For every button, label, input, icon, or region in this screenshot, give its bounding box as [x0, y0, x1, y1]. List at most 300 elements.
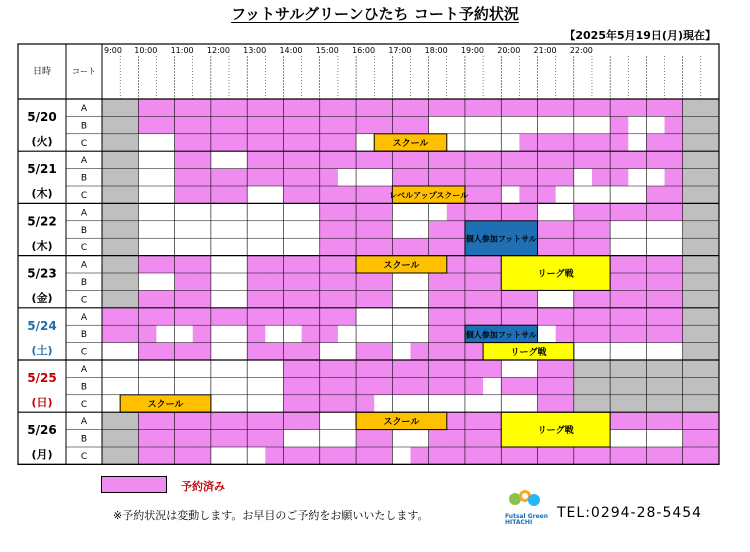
- slot-5-25-A-11: [302, 360, 320, 377]
- slot-5-25-A-1: [120, 360, 138, 377]
- slot-5-25-C-19: [447, 395, 465, 412]
- slot-5-20-A-0: [102, 99, 120, 116]
- slot-5-24-A-11: [302, 308, 320, 325]
- slot-5-22-A-9: [265, 203, 283, 220]
- header-court-label: コート: [72, 67, 96, 76]
- slot-5-22-B-25: [556, 221, 574, 238]
- time-label: 17:00: [388, 46, 412, 55]
- slot-5-22-B-31: [665, 221, 683, 238]
- slot-5-25-A-16: [392, 360, 410, 377]
- slot-5-20-A-28: [610, 99, 628, 116]
- slot-5-20-C-32: [683, 134, 701, 151]
- slot-5-26-A-10: [283, 412, 301, 429]
- slot-5-22-B-12: [320, 221, 338, 238]
- slot-5-20-A-2: [138, 99, 156, 116]
- slot-5-26-C-17: [411, 447, 429, 464]
- slot-5-21-A-4: [175, 151, 193, 168]
- slot-5-22-A-14: [356, 203, 374, 220]
- slot-5-21-A-8: [247, 151, 265, 168]
- slot-5-22-A-30: [646, 203, 664, 220]
- slot-5-20-B-11: [302, 116, 320, 133]
- day-date-label: 5/24: [27, 318, 57, 333]
- slot-5-25-B-15: [374, 377, 392, 394]
- slot-5-24-B-27: [592, 325, 610, 342]
- slot-5-25-A-24: [538, 360, 556, 377]
- court-label: C: [80, 138, 88, 149]
- slot-5-21-B-12: [320, 169, 338, 186]
- slot-5-24-A-33: [701, 308, 719, 325]
- slot-5-23-C-25: [556, 290, 574, 307]
- slot-5-26-B-28: [610, 430, 628, 447]
- slot-5-26-A-12: [320, 412, 338, 429]
- day-date-label: 5/22: [27, 214, 57, 229]
- slot-5-26-A-19: [447, 412, 465, 429]
- time-label: 10:00: [134, 46, 158, 55]
- logo-text: Futsal Green HITACHI: [505, 513, 548, 526]
- slot-5-26-B-14: [356, 430, 374, 447]
- slot-5-20-B-19: [447, 116, 465, 133]
- slot-5-21-A-9: [265, 151, 283, 168]
- slot-5-21-C-11: [302, 186, 320, 203]
- slot-5-22-B-27: [592, 221, 610, 238]
- slot-5-23-A-11: [302, 256, 320, 273]
- slot-5-21-A-32: [683, 151, 701, 168]
- slot-5-23-C-27: [592, 290, 610, 307]
- event-label: スクール: [392, 139, 429, 149]
- slot-5-23-B-13: [338, 273, 356, 290]
- slot-5-22-B-30: [646, 221, 664, 238]
- slot-5-23-A-20: [465, 256, 483, 273]
- slot-5-21-B-23: [519, 169, 537, 186]
- slot-5-24-A-30: [646, 308, 664, 325]
- slot-5-20-C-7: [229, 134, 247, 151]
- slot-5-24-A-3: [156, 308, 174, 325]
- slot-5-21-A-12: [320, 151, 338, 168]
- event-label: 個人参加フットサル: [465, 234, 537, 244]
- slot-5-21-B-29: [628, 169, 646, 186]
- slot-5-26-C-23: [519, 447, 537, 464]
- slot-5-21-A-26: [574, 151, 592, 168]
- slot-5-21-B-26: [574, 169, 592, 186]
- slot-5-25-A-20: [465, 360, 483, 377]
- slot-5-24-A-15: [374, 308, 392, 325]
- slot-5-26-C-21: [483, 447, 501, 464]
- slot-5-21-A-20: [465, 151, 483, 168]
- slot-5-26-C-4: [175, 447, 193, 464]
- event-label: リーグ戦: [537, 269, 574, 280]
- slot-5-21-B-27: [592, 169, 610, 186]
- slot-5-24-B-33: [701, 325, 719, 342]
- slot-5-24-B-15: [374, 325, 392, 342]
- slot-5-25-A-28: [610, 360, 628, 377]
- slot-5-26-B-7: [229, 430, 247, 447]
- slot-5-24-B-4: [175, 325, 193, 342]
- slot-5-26-A-5: [193, 412, 211, 429]
- slot-5-22-B-9: [265, 221, 283, 238]
- slot-5-21-A-25: [556, 151, 574, 168]
- slot-5-24-B-9: [265, 325, 283, 342]
- slot-5-26-B-10: [283, 430, 301, 447]
- slot-5-26-B-15: [374, 430, 392, 447]
- slot-5-22-B-8: [247, 221, 265, 238]
- time-label: 22:00: [569, 46, 593, 55]
- slot-5-25-C-11: [302, 395, 320, 412]
- telephone-number: TEL:0294-28-5454: [557, 505, 703, 521]
- slot-5-21-A-30: [646, 151, 664, 168]
- court-label: B: [80, 278, 88, 288]
- slot-5-21-B-3: [156, 169, 174, 186]
- slot-5-21-C-30: [646, 186, 664, 203]
- slot-5-24-C-28: [610, 343, 628, 360]
- slot-5-21-C-14: [356, 186, 374, 203]
- court-label: B: [80, 121, 88, 132]
- slot-5-22-A-19: [447, 203, 465, 220]
- slot-5-21-B-16: [392, 169, 410, 186]
- slot-5-25-B-22: [501, 377, 519, 394]
- slot-5-25-B-30: [646, 377, 664, 394]
- slot-5-26-A-1: [120, 412, 138, 429]
- slot-5-21-C-23: [519, 186, 537, 203]
- slot-5-25-B-0: [102, 377, 120, 394]
- slot-5-21-C-29: [628, 186, 646, 203]
- day-weekday-label: (日): [31, 396, 53, 409]
- slot-5-25-C-25: [556, 395, 574, 412]
- slot-5-21-C-5: [193, 186, 211, 203]
- slot-5-25-C-18: [429, 395, 447, 412]
- slot-5-22-C-1: [120, 238, 138, 255]
- legend-label-reserved: 予約済み: [181, 480, 225, 493]
- slot-5-20-A-18: [429, 99, 447, 116]
- slot-5-20-B-2: [138, 116, 156, 133]
- slot-5-21-B-31: [665, 169, 683, 186]
- slot-5-24-B-8: [247, 325, 265, 342]
- slot-5-20-C-1: [120, 134, 138, 151]
- day-date-label: 5/23: [27, 266, 57, 281]
- slot-5-20-B-21: [483, 116, 501, 133]
- slot-5-25-C-8: [247, 395, 265, 412]
- court-label: A: [80, 365, 88, 375]
- slot-5-26-B-8: [247, 430, 265, 447]
- slot-5-26-A-0: [102, 412, 120, 429]
- slot-5-26-A-11: [302, 412, 320, 429]
- slot-5-20-B-5: [193, 116, 211, 133]
- slot-5-23-A-3: [156, 256, 174, 273]
- slot-5-25-A-19: [447, 360, 465, 377]
- slot-5-26-B-30: [646, 430, 664, 447]
- slot-5-22-C-0: [102, 238, 120, 255]
- slot-5-21-C-24: [538, 186, 556, 203]
- slot-5-22-B-17: [411, 221, 429, 238]
- slot-5-20-A-32: [683, 99, 701, 116]
- slot-5-24-B-30: [646, 325, 664, 342]
- slot-5-26-C-28: [610, 447, 628, 464]
- slot-5-25-A-0: [102, 360, 120, 377]
- slot-5-22-C-7: [229, 238, 247, 255]
- slot-5-20-A-5: [193, 99, 211, 116]
- slot-5-24-C-15: [374, 343, 392, 360]
- slot-5-26-A-9: [265, 412, 283, 429]
- slot-5-26-C-27: [592, 447, 610, 464]
- slot-5-25-A-4: [175, 360, 193, 377]
- court-label: C: [80, 191, 88, 201]
- slot-5-21-B-30: [646, 169, 664, 186]
- slot-5-25-C-30: [646, 395, 664, 412]
- slot-5-22-A-21: [483, 203, 501, 220]
- slot-5-25-B-21: [483, 377, 501, 394]
- day-date-label: 5/26: [27, 423, 57, 438]
- slot-5-23-A-1: [120, 256, 138, 273]
- slot-5-25-A-27: [592, 360, 610, 377]
- slot-5-23-B-12: [320, 273, 338, 290]
- slot-5-24-A-8: [247, 308, 265, 325]
- slot-5-26-C-31: [665, 447, 683, 464]
- slot-5-25-A-33: [701, 360, 719, 377]
- slot-5-22-C-32: [683, 238, 701, 255]
- slot-5-21-A-2: [138, 151, 156, 168]
- slot-5-20-A-31: [665, 99, 683, 116]
- slot-5-24-A-9: [265, 308, 283, 325]
- as-of-date: 【2025年5月19日(月)現在】: [564, 29, 716, 42]
- slot-5-23-B-20: [465, 273, 483, 290]
- slot-5-22-A-10: [283, 203, 301, 220]
- slot-5-20-C-24: [538, 134, 556, 151]
- slot-5-21-C-9: [265, 186, 283, 203]
- slot-5-25-B-26: [574, 377, 592, 394]
- slot-5-26-C-26: [574, 447, 592, 464]
- slot-5-25-B-24: [538, 377, 556, 394]
- slot-5-20-A-29: [628, 99, 646, 116]
- time-label: 16:00: [352, 46, 376, 55]
- slot-5-20-B-3: [156, 116, 174, 133]
- slot-5-25-C-21: [483, 395, 501, 412]
- slot-5-24-A-0: [102, 308, 120, 325]
- slot-5-21-A-15: [374, 151, 392, 168]
- slot-5-20-C-27: [592, 134, 610, 151]
- slot-5-20-A-15: [374, 99, 392, 116]
- court-label: B: [80, 225, 88, 236]
- slot-5-21-C-31: [665, 186, 683, 203]
- slot-5-20-C-10: [283, 134, 301, 151]
- slot-5-25-B-8: [247, 377, 265, 394]
- slot-5-24-B-25: [556, 325, 574, 342]
- slot-5-22-C-14: [356, 238, 374, 255]
- slot-5-23-B-7: [229, 273, 247, 290]
- slot-5-22-C-24: [538, 238, 556, 255]
- slot-5-23-A-7: [229, 256, 247, 273]
- slot-5-23-A-10: [283, 256, 301, 273]
- slot-5-23-B-19: [447, 273, 465, 290]
- day-weekday-label: (木): [31, 239, 53, 253]
- slot-5-24-C-3: [156, 343, 174, 360]
- court-label: C: [80, 452, 88, 462]
- slot-5-21-A-5: [193, 151, 211, 168]
- slot-5-23-B-28: [610, 273, 628, 290]
- slot-5-22-A-31: [665, 203, 683, 220]
- slot-5-25-C-9: [265, 395, 283, 412]
- slot-5-23-B-18: [429, 273, 447, 290]
- slot-5-25-B-19: [447, 377, 465, 394]
- slot-5-21-C-1: [120, 186, 138, 203]
- slot-5-25-C-7: [229, 395, 247, 412]
- slot-5-24-C-4: [175, 343, 193, 360]
- slot-5-22-B-6: [211, 221, 229, 238]
- slot-5-22-C-5: [193, 238, 211, 255]
- slot-5-22-A-18: [429, 203, 447, 220]
- slot-5-23-C-14: [356, 290, 374, 307]
- slot-5-26-C-1: [120, 447, 138, 464]
- slot-5-23-B-1: [120, 273, 138, 290]
- slot-5-24-C-19: [447, 343, 465, 360]
- slot-5-26-B-1: [120, 430, 138, 447]
- slot-5-24-C-31: [665, 343, 683, 360]
- slot-5-22-C-19: [447, 238, 465, 255]
- slot-5-20-C-14: [356, 134, 374, 151]
- slot-5-24-A-2: [138, 308, 156, 325]
- slot-5-26-A-3: [156, 412, 174, 429]
- slot-5-25-B-9: [265, 377, 283, 394]
- slot-5-24-B-32: [683, 325, 701, 342]
- slot-5-20-B-33: [701, 116, 719, 133]
- court-label: A: [80, 417, 88, 428]
- slot-5-23-B-17: [411, 273, 429, 290]
- slot-5-26-C-19: [447, 447, 465, 464]
- slot-5-23-C-0: [102, 290, 120, 307]
- slot-5-21-A-33: [701, 151, 719, 168]
- slot-5-24-C-9: [265, 343, 283, 360]
- slot-5-22-C-6: [211, 238, 229, 255]
- slot-5-26-B-13: [338, 430, 356, 447]
- slot-5-21-A-19: [447, 151, 465, 168]
- slot-5-22-C-28: [610, 238, 628, 255]
- slot-5-26-B-31: [665, 430, 683, 447]
- slot-5-24-C-29: [628, 343, 646, 360]
- slot-5-24-A-18: [429, 308, 447, 325]
- slot-5-26-C-32: [683, 447, 701, 464]
- slot-5-23-C-3: [156, 290, 174, 307]
- slot-5-25-B-6: [211, 377, 229, 394]
- slot-5-20-B-0: [102, 116, 120, 133]
- slot-5-22-C-2: [138, 238, 156, 255]
- slot-5-24-A-6: [211, 308, 229, 325]
- slot-5-25-A-29: [628, 360, 646, 377]
- slot-5-25-C-17: [411, 395, 429, 412]
- slot-5-23-C-15: [374, 290, 392, 307]
- slot-5-26-C-8: [247, 447, 265, 464]
- slot-5-20-B-24: [538, 116, 556, 133]
- slot-5-23-B-15: [374, 273, 392, 290]
- slot-5-22-C-12: [320, 238, 338, 255]
- slot-5-22-C-30: [646, 238, 664, 255]
- time-label: 11:00: [170, 46, 194, 55]
- slot-5-20-C-20: [465, 134, 483, 151]
- event-label: スクール: [383, 417, 420, 428]
- slot-5-23-C-16: [392, 290, 410, 307]
- slot-5-20-B-9: [265, 116, 283, 133]
- slot-5-23-B-0: [102, 273, 120, 290]
- slot-5-23-C-9: [265, 290, 283, 307]
- slot-5-25-B-20: [465, 377, 483, 394]
- slot-5-26-C-2: [138, 447, 156, 464]
- slot-5-22-B-5: [193, 221, 211, 238]
- slot-5-22-B-16: [392, 221, 410, 238]
- slot-5-25-C-31: [665, 395, 683, 412]
- slot-5-24-A-1: [120, 308, 138, 325]
- slot-5-25-A-26: [574, 360, 592, 377]
- slot-5-26-B-33: [701, 430, 719, 447]
- court-label: B: [80, 382, 88, 393]
- slot-5-23-B-8: [247, 273, 265, 290]
- slot-5-20-B-27: [592, 116, 610, 133]
- slot-5-24-B-6: [211, 325, 229, 342]
- slot-5-21-A-0: [102, 151, 120, 168]
- slot-5-25-B-29: [628, 377, 646, 394]
- slot-5-23-B-4: [175, 273, 193, 290]
- slot-5-25-A-17: [411, 360, 429, 377]
- slot-5-22-B-13: [338, 221, 356, 238]
- slot-5-26-C-30: [646, 447, 664, 464]
- slot-5-21-C-6: [211, 186, 229, 203]
- slot-5-26-B-3: [156, 430, 174, 447]
- slot-5-25-C-24: [538, 395, 556, 412]
- slot-5-20-A-33: [701, 99, 719, 116]
- slot-5-23-C-11: [302, 290, 320, 307]
- slot-5-21-B-9: [265, 169, 283, 186]
- court-label: B: [80, 330, 88, 341]
- slot-5-20-C-28: [610, 134, 628, 151]
- slot-5-26-B-9: [265, 430, 283, 447]
- slot-5-20-C-25: [556, 134, 574, 151]
- slot-5-23-B-29: [628, 273, 646, 290]
- slot-5-23-A-9: [265, 256, 283, 273]
- slot-5-21-C-3: [156, 186, 174, 203]
- slot-5-21-A-27: [592, 151, 610, 168]
- slot-5-24-A-12: [320, 308, 338, 325]
- slot-5-21-A-10: [283, 151, 301, 168]
- slot-5-23-C-13: [338, 290, 356, 307]
- slot-5-26-A-31: [665, 412, 683, 429]
- slot-5-24-B-12: [320, 325, 338, 342]
- slot-5-21-A-18: [429, 151, 447, 168]
- slot-5-20-A-12: [320, 99, 338, 116]
- slot-5-23-B-33: [701, 273, 719, 290]
- slot-5-25-C-10: [283, 395, 301, 412]
- court-label: C: [80, 399, 88, 410]
- slot-5-24-C-11: [302, 343, 320, 360]
- court-label: A: [80, 156, 88, 167]
- slot-5-23-C-30: [646, 290, 664, 307]
- slot-5-23-B-14: [356, 273, 374, 290]
- slot-5-22-C-26: [574, 238, 592, 255]
- slot-5-24-A-27: [592, 308, 610, 325]
- slot-5-20-A-21: [483, 99, 501, 116]
- slot-5-21-B-19: [447, 169, 465, 186]
- slot-5-24-C-12: [320, 343, 338, 360]
- event-label: スクール: [147, 400, 184, 410]
- slot-5-24-C-32: [683, 343, 701, 360]
- slot-5-26-C-0: [102, 447, 120, 464]
- slot-5-20-C-4: [175, 134, 193, 151]
- slot-5-21-B-0: [102, 169, 120, 186]
- slot-5-25-B-7: [229, 377, 247, 394]
- slot-5-22-A-2: [138, 203, 156, 220]
- slot-5-23-C-33: [701, 290, 719, 307]
- slot-5-25-A-25: [556, 360, 574, 377]
- slot-5-24-C-13: [338, 343, 356, 360]
- slot-5-20-B-1: [120, 116, 138, 133]
- slot-5-23-B-10: [283, 273, 301, 290]
- slot-5-24-B-31: [665, 325, 683, 342]
- slot-5-26-B-6: [211, 430, 229, 447]
